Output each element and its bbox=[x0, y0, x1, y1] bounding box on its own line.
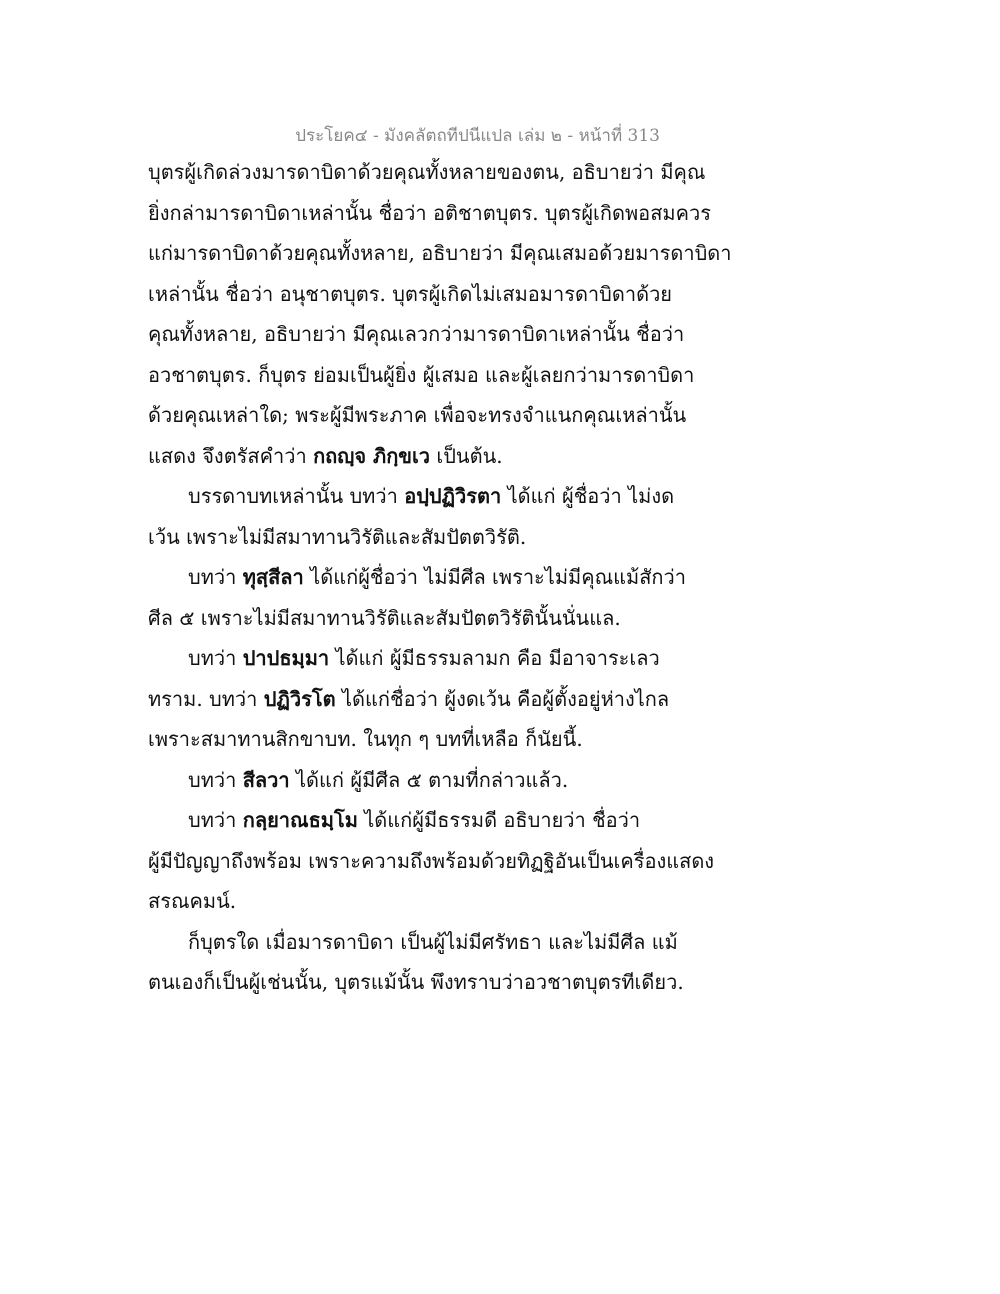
text-run: เหล่านั้น ชื่อว่า อนุชาตบุตร. บุตรผู้เกิดไม่เสมอมารดาบิดาด้วย bbox=[148, 281, 673, 306]
text-line bbox=[148, 152, 706, 193]
text-line bbox=[148, 679, 668, 720]
text-line bbox=[148, 193, 711, 234]
bold-term: อปฺปฏิวิรตา bbox=[404, 484, 502, 508]
text-line bbox=[148, 557, 687, 598]
text-run: บรรดาบทเหล่านั้น บทว่า bbox=[188, 484, 405, 508]
text-run: ได้แก่ ผู้มีธรรมลามก คือ มีอาจาระเลว bbox=[329, 646, 660, 670]
bold-term: ปฏิวิรโต bbox=[263, 686, 336, 711]
text-run: ด้วยคุณเหล่าใด; พระผู้มีพระภาค เพื่อจะทรงจำแนกคุณเหล่านั้น bbox=[148, 403, 687, 427]
bold-term: กลฺยาณธมฺโม bbox=[242, 808, 358, 832]
bold-term: ทุสฺสีลา bbox=[242, 565, 304, 589]
text-run: ได้แก่ ผู้มีศีล ๕ ตามที่กล่าวแล้ว. bbox=[289, 767, 569, 792]
text-run: แก่มารดาบิดาด้วยคุณทั้งหลาย, อธิบายว่า มีคุณเสมอด้วยมารดาบิดา bbox=[148, 241, 732, 265]
text-run: แสดง จึงตรัสคำว่า bbox=[148, 443, 314, 468]
text-run: ก็บุตรใด เมื่อมารดาบิดา เป็นผู้ไม่มีศรัทธา และไม่มีศีล แม้ bbox=[188, 929, 678, 954]
text-run: สรณคมน์. bbox=[148, 889, 237, 913]
text-line bbox=[148, 233, 732, 274]
bold-term: กถญฺจ ภิกฺขเว bbox=[313, 443, 431, 468]
text-line bbox=[148, 274, 673, 315]
text-line bbox=[148, 355, 695, 396]
body-text bbox=[148, 152, 732, 1003]
bold-term: สีลวา bbox=[242, 767, 290, 792]
text-run: ผู้มีปัญญาถึงพร้อม เพราะความถึงพร้อมด้วยทิฏฐิอันเป็นเครื่องแสดง bbox=[148, 848, 715, 873]
text-run: ตนเองก็เป็นผู้เช่นนั้น, บุตรแม้นั้น พึงทราบว่าอวชาตบุตรทีเดียว. bbox=[148, 970, 684, 994]
bold-term: ปาปธมฺมา bbox=[242, 646, 330, 670]
text-run: เป็นต้น. bbox=[430, 443, 503, 468]
text-run: ได้แก่ผู้มีธรรมดี อธิบายว่า ชื่อว่า bbox=[357, 808, 641, 832]
text-run: อวชาตบุตร. ก็บุตร ย่อมเป็นผู้ยิ่ง ผู้เสมอ และผู้เลยกว่ามารดาบิดา bbox=[148, 362, 695, 387]
text-run: บทว่า bbox=[188, 565, 243, 589]
running-head: ประโยค๔ - มังคลัตถทีปนีแปล เล่ม ๒ - หน้าที่ 313 bbox=[295, 126, 660, 146]
text-line bbox=[148, 638, 668, 679]
text-line bbox=[148, 800, 668, 841]
text-line bbox=[148, 436, 668, 477]
text-run: บุตรผู้เกิดล่วงมารดาบิดาด้วยคุณทั้งหลายของตน, อธิบายว่า มีคุณ bbox=[148, 160, 706, 184]
text-line bbox=[148, 395, 687, 436]
text-line bbox=[148, 760, 668, 801]
text-run: ได้แก่ชื่อว่า ผู้งดเว้น คือผู้ตั้งอยู่ห่างไกล bbox=[335, 686, 670, 711]
text-run: ศีล ๕ เพราะไม่มีสมาทานวิรัติและสัมปัตตวิรัตินั้นนั่นแล. bbox=[148, 605, 621, 630]
text-line bbox=[148, 517, 668, 558]
text-run: บทว่า bbox=[188, 767, 243, 792]
text-line bbox=[148, 314, 685, 355]
text-run: บทว่า bbox=[188, 808, 243, 832]
text-line bbox=[148, 841, 715, 882]
text-line bbox=[148, 881, 668, 922]
text-run: ได้แก่ ผู้ชื่อว่า ไม่งด bbox=[501, 484, 675, 508]
text-line bbox=[148, 598, 668, 639]
text-line bbox=[148, 476, 675, 517]
text-run: เพราะสมาทานสิกขาบท. ในทุก ๆ บทที่เหลือ ก็นัยนี้. bbox=[148, 727, 583, 751]
text-run: ยิ่งกล่ามารดาบิดาเหล่านั้น ชื่อว่า อติชาตบุตร. บุตรผู้เกิดพอสมควร bbox=[148, 200, 711, 225]
text-run: บทว่า bbox=[188, 646, 243, 670]
text-run: ได้แก่ผู้ชื่อว่า ไม่มีศีล เพราะไม่มีคุณแม้สักว่า bbox=[303, 565, 687, 589]
text-line bbox=[148, 962, 684, 1003]
text-line bbox=[148, 922, 678, 963]
text-line bbox=[148, 719, 668, 760]
text-run: เว้น เพราะไม่มีสมาทานวิรัติและสัมปัตตวิรัติ. bbox=[148, 524, 527, 549]
text-run: คุณทั้งหลาย, อธิบายว่า มีคุณเลวกว่ามารดาบิดาเหล่านั้น ชื่อว่า bbox=[148, 322, 685, 346]
text-run: ทราม. บทว่า bbox=[148, 686, 264, 711]
